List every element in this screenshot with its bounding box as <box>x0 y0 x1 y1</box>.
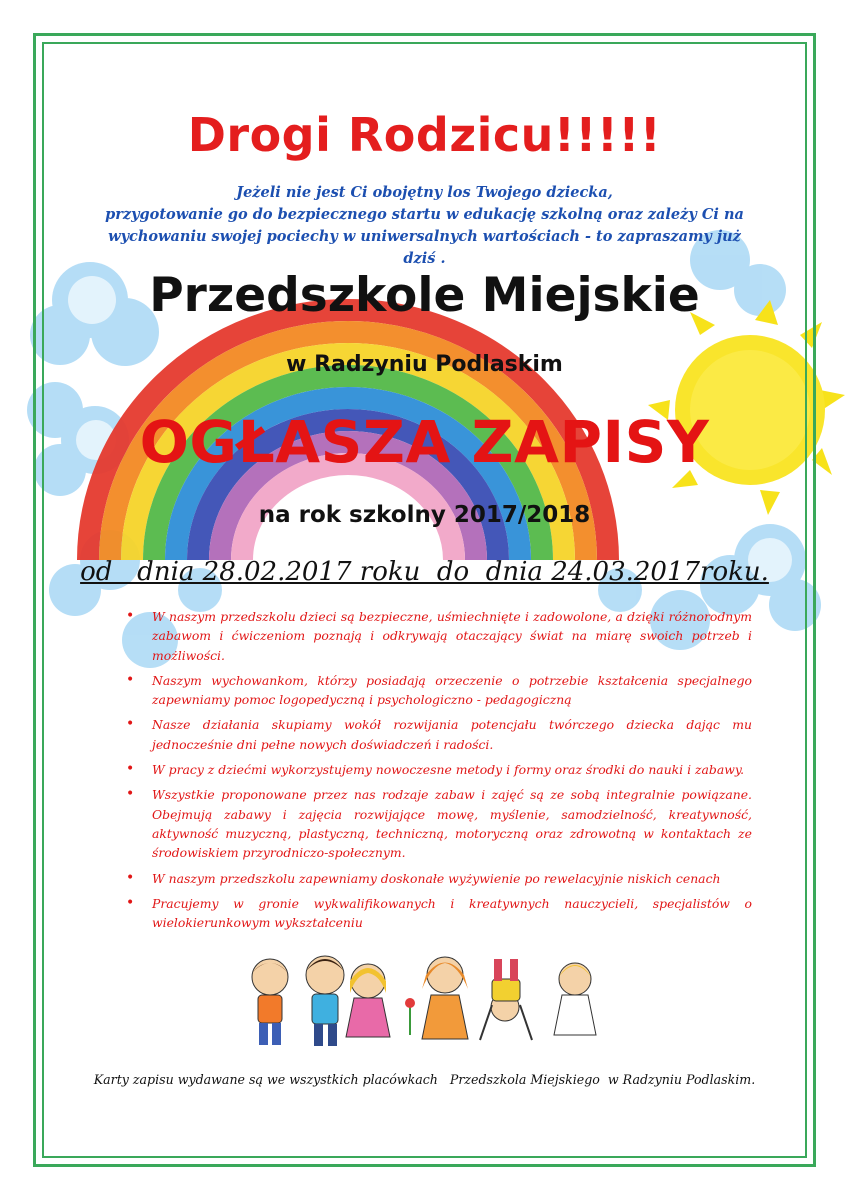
bullet-icon: • <box>126 761 135 778</box>
bullet-icon: • <box>126 671 135 688</box>
city-line: w Radzyniu Podlaskim <box>286 352 563 377</box>
intro-line: wychowaniu swojej pociechy w uniwersalnych wartościach - to zapraszamy już dziś . <box>108 228 741 267</box>
list-item: • Wszystkie proponowane przez nas rodzaje zabaw i zajęć są ze sobą integralnie powiązane. Obejmują zabawy i zajęcia rozwijające mowę, myślenie, samodzielność, kreatywność, aktywność muzyczną, plastyczną, techniczną, motoryczną oraz zdrowotną w kontaktach ze środowiskiem przyrodniczo-społecznym. <box>126 786 752 861</box>
child-figure <box>252 959 288 1045</box>
bullet-icon: • <box>126 786 135 803</box>
enrollment-dates: od dnia 28.02.2017 roku do dnia 24.03.2017roku. <box>80 557 769 587</box>
child-figure <box>422 957 468 1039</box>
child-figure <box>346 964 390 1037</box>
list-item: • W naszym przedszkolu zapewniamy doskonałe wyżywienie po rewelacyjnie niskich cenach <box>120 869 752 888</box>
children-illustration <box>240 945 610 1055</box>
school-name: Przedszkole Miejskie <box>149 268 700 323</box>
child-figure <box>306 956 344 1046</box>
intro-line: przygotowanie go do bezpiecznego startu w edukację szkolną oraz zależy Ci na <box>105 206 744 223</box>
intro-line: Jeżeli nie jest Ci obojętny los Twojego dziecka, <box>236 184 613 201</box>
list-item: • Nasze działania skupiamy wokół rozwijania potencjału twórczego dziecka dając mu jednocześnie dni pełne nowych doświadczeń i radości. <box>126 716 752 752</box>
list-item: • W pracy z dziećmi wykorzystujemy nowoczesne metody i formy oraz środki do nauki i zabawy. <box>120 760 752 779</box>
features-list <box>120 607 752 938</box>
school-year: na rok szkolny 2017/2018 <box>258 502 591 528</box>
bullet-icon: • <box>126 869 135 886</box>
page-title: Drogi Rodzicu!!!!! <box>187 108 662 162</box>
footer-note: Karty zapisu wydawane są we wszystkich placówkach Przedszkola Miejskiego w Radzyniu Podlaskim. <box>93 1072 756 1087</box>
child-figure <box>554 963 596 1035</box>
child-figure <box>480 959 532 1040</box>
bullet-icon: • <box>126 716 135 733</box>
list-item: • Pracujemy w gronie wykwalifikowanych i kreatywnych nauczycieli, specjalistów o wielokierunkowym wykształceniu <box>126 894 752 931</box>
intro-text <box>90 182 759 270</box>
list-item: • Naszym wychowankom, którzy posiadają orzeczenie o potrzebie kształcenia specjalnego zapewniamy pomoc logopedyczną i psychologiczno - pedagogiczną <box>126 671 752 708</box>
bullet-icon: • <box>126 894 135 911</box>
list-item: • W naszym przedszkolu dzieci są bezpieczne, uśmiechnięte i zadowolone, a dzięki różnorodnym zabawom i ćwiczeniom poznają i odkrywają otaczający świat na miarę swoich potrzeb i możliwości. <box>126 608 752 663</box>
bullet-icon: • <box>126 608 135 624</box>
flower-icon <box>405 998 415 1035</box>
announcement-heading: OGŁASZA ZAPISY <box>139 408 710 476</box>
